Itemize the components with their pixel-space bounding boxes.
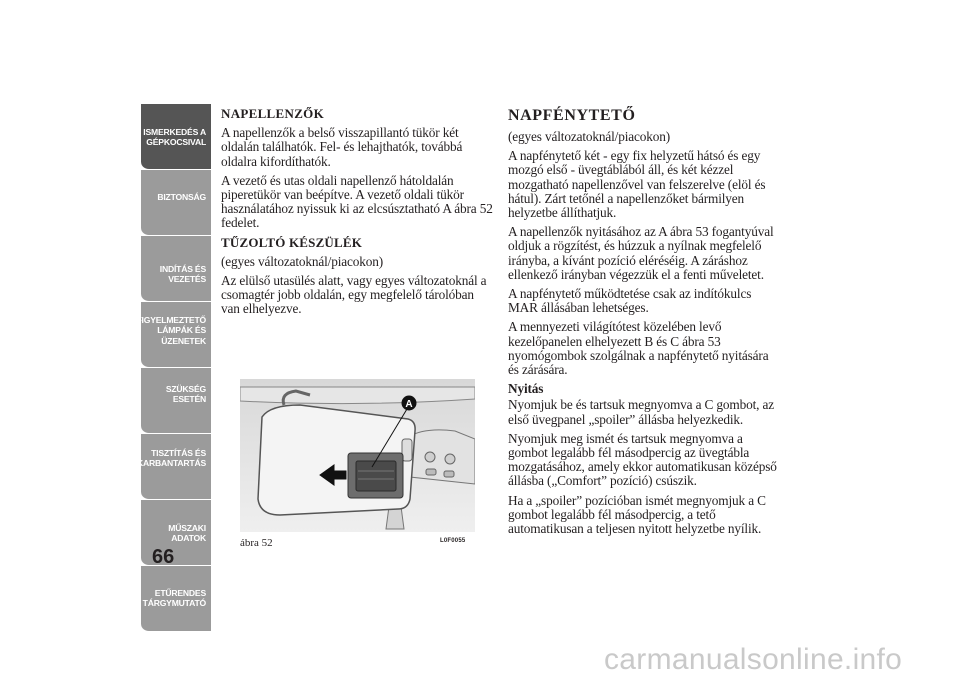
extinguisher-heading: TŰZOLTÓ KÉSZÜLÉK [221,234,363,250]
sunvisor-paragraph-1: A napellenzők a belső visszapillantó tükör két oldalán találhatók. Fel- és lehajthatók, továbbá oldalra kifordíthatók. [221,125,463,169]
tab-ismerkedes[interactable] [141,104,211,170]
sunvisor-paragraph-2: A vezető és utas oldali napellenző hátoldalán piperetükör van beépítve. A vezető oldali tükör használatához nyissuk ki az elcsúsztatható A ábra 52 fedelet. [221,172,493,231]
figure-code: L0F0055 [440,538,466,544]
page-number: 66 [152,546,175,568]
tab-label: ETŰRENDES TÁRGYMUTATÓ [142,588,206,609]
tab-label: FIGYELMEZTETŐ LÁMPÁK ÉS ÜZENETEK [136,315,206,346]
sunroof-heading: NAPFÉNYTETŐ [508,107,636,124]
figure-caption: ábra 52 [240,537,273,549]
tab-figyelmezteto[interactable] [136,302,211,368]
sunroof-paragraph-3: A napfénytető működtetése csak az indítókulcs MAR állásában lehetséges. [508,286,752,316]
tab-label: SZÜKSÉG ESETÉN [165,384,206,405]
watermark: carmanualsonline.info [604,643,903,676]
right-column [508,107,778,541]
opening-paragraph-1: Nyomjuk be és tartsuk megnyomva a C gombot, az első üvegpanel „spoiler” állásba helyezkedik. [508,397,775,427]
tab-targymutato[interactable] [141,566,211,632]
callout-a: A [405,399,413,410]
tab-label: BIZTONSÁG [157,192,206,202]
extinguisher-paragraph: Az elülső utasülés alatt, vagy egyes változatoknál a csomagtér jobb oldalán, egy megfelelő tárolóban van elhelyezve. [221,273,487,317]
opening-paragraph-3: Ha a „spoiler” pozícióban ismét megnyomjuk a C gombot legalább fél másodpercig, a tető automatikusan a teljesen nyitott helyzetbe nyílik. [508,492,766,537]
tab-label: INDÍTÁS ÉS VEZETÉS [159,264,206,285]
tab-label: TISZTÍTÁS ÉS KARBANTARTÁS [136,448,206,469]
tab-tisztitas[interactable] [136,434,211,500]
sunroof-paragraph-1: A napfénytető két - egy fix helyzetű hátsó és egy mozgó első - üvegtáblából áll, és két kézzel mozgatható napellenzővel van felszerelve (elöl és hátul). Zárt tetőnél a napellenzőket bármilyen helyzetbe állíthatjuk. [508,148,766,221]
left-column [221,107,493,322]
sunroof-paragraph-2: A napellenzők nyitásához az A ábra 53 fogantyúval oldjuk a rögzítést, és húzzuk a nyílnak megfelelő irányba, a kívánt pozíció eléréséig. A záráshoz ellenkező irányban végezzük el a fenti műveletet. [508,224,774,282]
tab-biztonsag[interactable] [141,170,211,236]
sunroof-paragraph-4: A mennyezeti világítótest közelében levő kezelőpanelen elhelyezett B és C ábra 53 nyomógombok szolgálnak a napfénytető nyitására és zárására. [508,319,769,378]
tab-szukseg[interactable] [141,368,211,434]
tab-label: MŰSZAKI ADATOK [168,523,206,544]
tab-inditas[interactable] [141,236,211,302]
sun-visor-drawing [240,379,475,532]
opening-paragraph-2: Nyomjuk meg ismét és tartsuk megnyomva a gombot legalább fél másodpercig az üvegtábla mozgatásához, amely ekkor automatikusan középső állásba („Comfort” pozíció) csúszik. [508,430,777,489]
sunroof-subtitle: (egyes változatoknál/piacokon) [508,129,671,144]
sunvisor-heading: NAPELLENZŐK [221,106,324,121]
sun-visor-illustration [240,379,475,532]
extinguisher-subtitle: (egyes változatoknál/piacokon) [221,253,384,269]
tab-label: ISMERKEDÉS A GÉPKOCSIVAL [143,127,206,148]
opening-heading: Nyitás [508,381,544,397]
